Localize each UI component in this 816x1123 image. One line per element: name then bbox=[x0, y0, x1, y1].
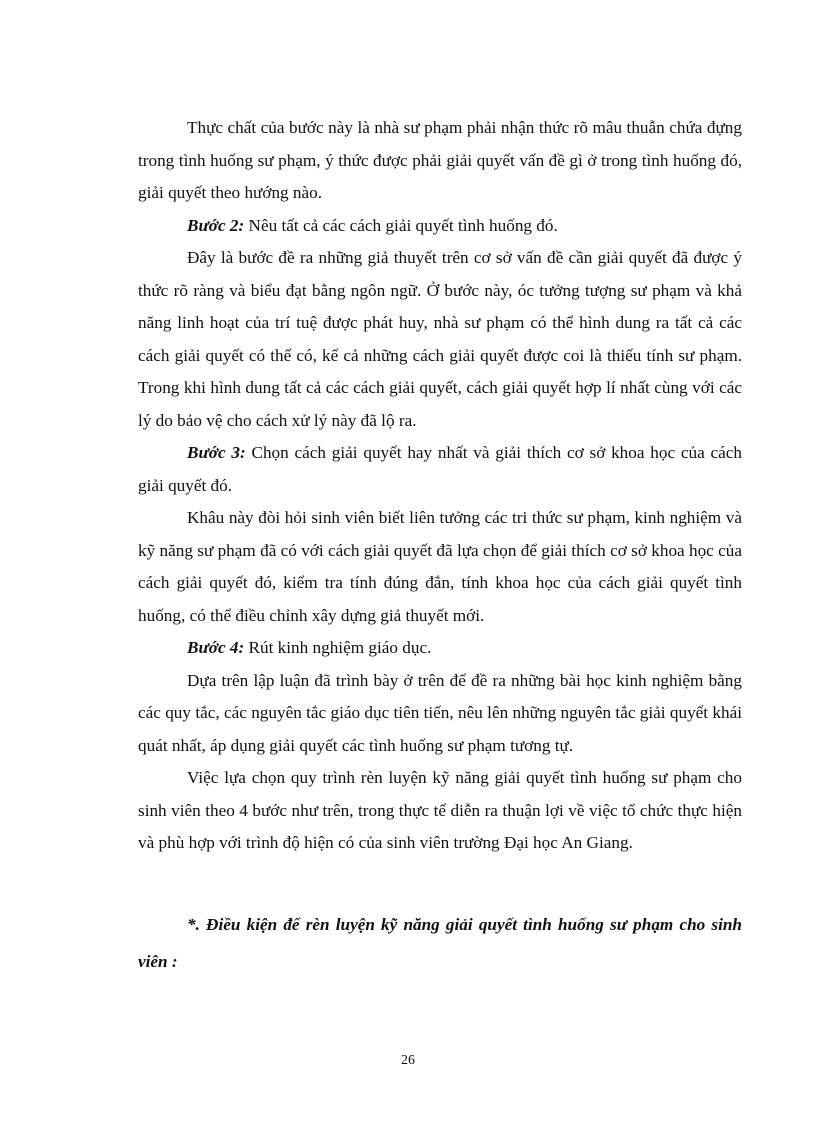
paragraph-step4-explanation: Dựa trên lập luận đã trình bày ở trên để đề ra những bài học kinh nghiệm bằng các quy tắc, các nguyên tắc giáo dục tiên tiến, nêu lên những nguyên tắc giải quyết khái quát nhất, áp dụng giải quyết các tình huống sư phạm tương tự. bbox=[138, 670, 742, 755]
step-3-text: Chọn cách giải quyết hay nhất và giải thích cơ sở khoa học của cách giải quyết đó. bbox=[138, 443, 742, 495]
section-heading: *. Điều kiện để rèn luyện kỹ năng giải quyết tình huống sư phạm cho sinh viên : bbox=[138, 915, 742, 971]
step-4-text: Rút kinh nghiệm giáo dục. bbox=[244, 638, 432, 657]
paragraph-conclusion: Việc lựa chọn quy trình rèn luyện kỹ năng giải quyết tình huống sư phạm cho sinh viên theo 4 bước như trên, trong thực tế diễn ra thuận lợi về việc tổ chức thực hiện và phù hợp với trình độ hiện có của sinh viên trường Đại học An Giang. bbox=[138, 768, 742, 852]
paragraph-step3-explanation: Khâu này đòi hỏi sinh viên biết liên tưởng các tri thức sư phạm, kinh nghiệm và kỹ năng sư phạm đã có với cách giải quyết đã lựa chọn để giải thích cơ sở khoa học của cách giải quyết đó, kiểm tra tính đúng đắn, tính khoa học của cách giải quyết tình huống, có thể điều chỉnh xây dựng giả thuyết mới. bbox=[138, 508, 742, 625]
step-3-label: Bước 3: bbox=[187, 443, 246, 462]
body-text bbox=[138, 112, 742, 860]
step-2-heading bbox=[138, 210, 742, 243]
step-2-label: Bước 2: bbox=[187, 215, 245, 235]
step-4-label: Bước 4: bbox=[187, 638, 245, 657]
paragraph-step1-explanation: Thực chất của bước này là nhà sư phạm phải nhận thức rõ mâu thuẫn chứa đựng trong tình huống sư phạm, ý thức được phải giải quyết vấn đề gì ở trong tình huống đó, giải quyết theo hướng nào. bbox=[138, 118, 742, 202]
step-2-text: Nêu tất cả các cách giải quyết tình huống đó. bbox=[244, 215, 558, 235]
paragraph-step2-explanation: Đây là bước đề ra những giả thuyết trên cơ sở vấn đề cần giải quyết đã được ý thức rõ ràng và biểu đạt bằng ngôn ngữ. Ở bước này, óc tưởng tượng sư phạm và khả năng linh hoạt của trí tuệ được phát huy, nhà sư phạm có thể hình dung ra tất cả các cách giải quyết có thể có, kể cả những cách giải quyết được coi là thiếu tính sư phạm. Trong khi hình dung tất cả các cách giải quyết, cách giải quyết hợp lí nhất cùng với các lý do bảo vệ cho cách xử lý này đã lộ ra. bbox=[138, 248, 742, 430]
step-3-heading bbox=[138, 437, 742, 502]
page-number: 26 bbox=[401, 1053, 415, 1068]
step-4-heading bbox=[138, 632, 742, 665]
